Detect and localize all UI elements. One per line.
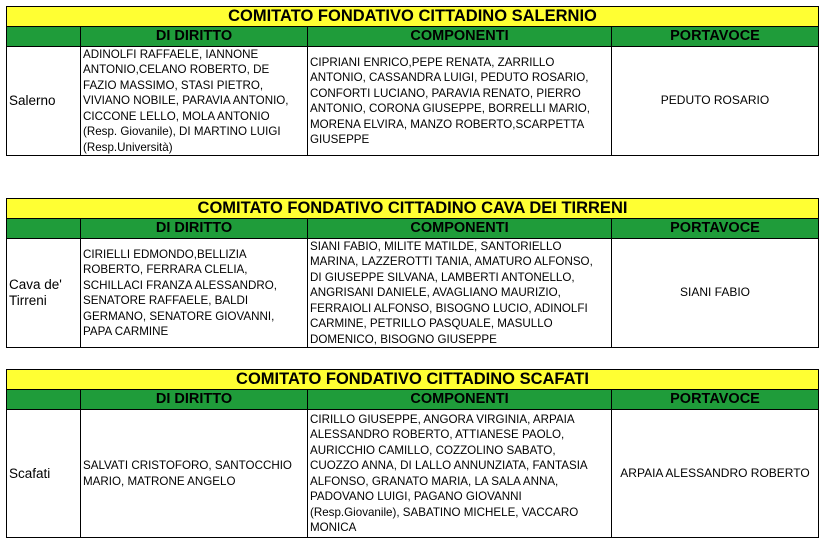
di-diritto-line: (Resp. Giovanile), DI MARTINO LUIGI [83, 125, 281, 139]
componenti-line: ANGRISANI DANIELE, AVAGLIANO MAURIZIO, [310, 286, 561, 300]
header-componenti: COMPONENTI [308, 390, 612, 409]
portavoce-cell: ARPAIA ALESSANDRO ROBERTO [620, 465, 810, 480]
di-diritto-line: ADINOLFI RAFFAELE, IANNONE [83, 47, 259, 61]
di-diritto-cell [81, 410, 308, 537]
componenti-line: GIUSEPPE [310, 133, 370, 146]
city-name: Cava de' Tirreni [7, 239, 81, 347]
header-row [6, 27, 819, 47]
header-city [7, 27, 81, 46]
header-di-diritto: DI DIRITTO [81, 27, 308, 46]
componenti-line: ALESSANDRO ROBERTO, ATTIANESE PAOLO, [310, 428, 565, 441]
header-row [6, 219, 819, 239]
di-diritto-line: ANTONIO,CELANO ROBERTO, DE [83, 63, 270, 77]
portavoce-cell: PEDUTO ROSARIO [660, 93, 770, 108]
committee-row [6, 47, 819, 156]
componenti-line: CIRILLO GIUSEPPE, ANGORA VIRGINIA, ARPAIA [310, 412, 575, 426]
header-componenti: COMPONENTI [308, 27, 612, 46]
componenti-line: CARMINE, PETRILLO PASQUALE, MASULLO [310, 317, 553, 331]
di-diritto-line: SENATORE RAFFAELE, BALDI [83, 294, 249, 307]
header-portavoce: PORTAVOCE [670, 220, 760, 236]
header-row [6, 390, 819, 410]
di-diritto-line: SALVATI CRISTOFORO, SANTOCCHIO [83, 459, 292, 472]
componenti-line: AURICCHIO CAMILLO, COZZOLINO SABATO, [310, 443, 556, 457]
di-diritto-line: FAZIO MASSIMO, STASI PIETRO, [83, 78, 264, 92]
componenti-line: CIPRIANI ENRICO,PEPE RENATA, ZARRILLO [310, 55, 555, 69]
portavoce-cell: SIANI FABIO [679, 285, 751, 300]
componenti-line: (Resp.Giovanile), SABATINO MICHELE, VACCARO [310, 505, 579, 519]
componenti-line: CUOZZO ANNA, DI LALLO ANNUNZIATA, FANTASIA [310, 459, 588, 472]
componenti-line: MARINA, LAZZEROTTI TANIA, AMATURO ALFONSO, [310, 255, 593, 269]
componenti-cell [308, 410, 612, 537]
componenti-line: DOMENICO, BISOGNO GIUSEPPE [310, 332, 497, 346]
committee-row [6, 410, 819, 538]
componenti-cell [308, 47, 612, 155]
componenti-line: MONICA [310, 521, 357, 534]
header-componenti: COMPONENTI [308, 219, 612, 238]
city-name: Salerno [7, 47, 81, 155]
di-diritto-line: CICCONE LELLO, MOLA ANTONIO [83, 109, 270, 123]
committee-title: COMITATO FONDATIVO CITTADINO SCAFATI [6, 369, 819, 390]
componenti-line: MORENA ELVIRA, MANZO ROBERTO,SCARPETTA [310, 117, 585, 131]
di-diritto-line: CIRIELLI EDMONDO,BELLIZIA [83, 247, 247, 261]
di-diritto-line: ROBERTO, FERRARA CLELIA, [83, 263, 248, 276]
header-city [7, 219, 81, 238]
di-diritto-line: GERMANO, SENATORE GIOVANNI, [83, 309, 275, 323]
di-diritto-line: PAPA CARMINE [83, 325, 169, 338]
di-diritto-cell [81, 239, 308, 347]
di-diritto-line: VIVIANO NOBILE, PARAVIA ANTONIO, [83, 94, 289, 108]
committee-title: COMITATO FONDATIVO CITTADINO CAVA DEI TIRRENI [6, 198, 819, 219]
componenti-cell [308, 239, 612, 347]
city-name: Scafati [7, 410, 81, 537]
committee-title: COMITATO FONDATIVO CITTADINO SALERNIO [6, 6, 819, 27]
componenti-line: FERRAIOLI ALFONSO, BISOGNO LUCIO, ADINOLFI [310, 301, 588, 315]
committee-cava-dei-tirreni [6, 198, 819, 348]
header-di-diritto: DI DIRITTO [81, 390, 308, 409]
di-diritto-line: SCHILLACI FRANZA ALESSANDRO, [83, 278, 277, 292]
di-diritto-line: MARIO, MATRONE ANGELO [83, 474, 236, 488]
componenti-line: ANTONIO, CORONA GIUSEPPE, BORRELLI MARIO, [310, 102, 591, 115]
componenti-line: ANTONIO, CASSANDRA LUIGI, PEDUTO ROSARIO, [310, 71, 589, 84]
componenti-line: PADOVANO LUIGI, PAGANO GIOVANNI [310, 490, 522, 503]
committee-scafati [6, 369, 819, 538]
header-di-diritto: DI DIRITTO [81, 219, 308, 238]
header-portavoce: PORTAVOCE [670, 391, 760, 407]
di-diritto-cell [81, 47, 308, 155]
committee-salerno [6, 6, 819, 156]
committee-row [6, 239, 819, 348]
header-city [7, 390, 81, 409]
componenti-line: ALFONSO, GRANATO MARIA, LA SALA ANNA, [310, 474, 559, 488]
di-diritto-line: (Resp.Università) [83, 140, 173, 154]
componenti-line: CONFORTI LUCIANO, PARAVIA RENATO, PIERRO [310, 86, 581, 100]
componenti-line: DI GIUSEPPE SILVANA, LAMBERTI ANTONELLO, [310, 270, 575, 284]
header-portavoce: PORTAVOCE [670, 28, 760, 44]
componenti-line: SIANI FABIO, MILITE MATILDE, SANTORIELLO [310, 239, 562, 253]
